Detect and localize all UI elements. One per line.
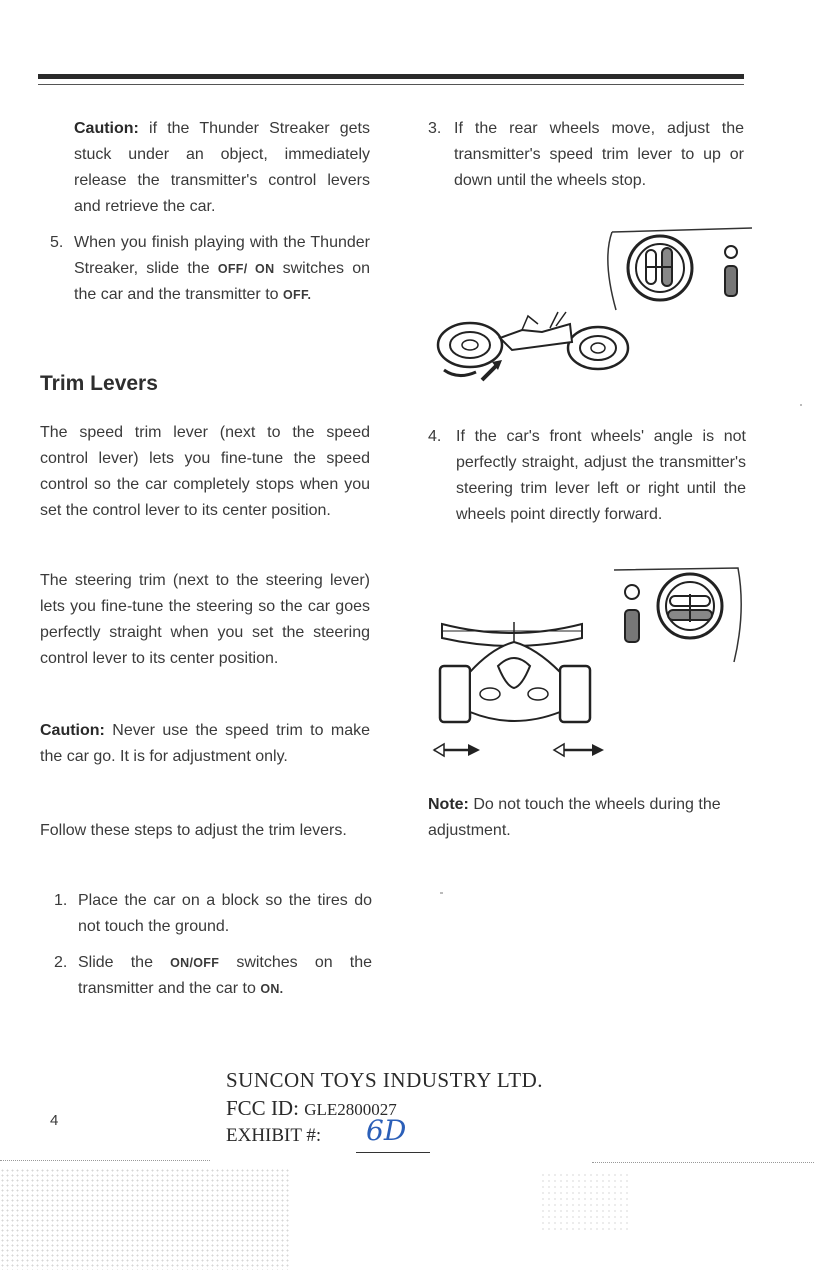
exhibit-label: EXHIBIT #:	[226, 1125, 322, 1146]
step-number: 1.	[54, 892, 68, 909]
step-number: 5.	[50, 234, 64, 251]
speed-trim-dial-icon	[628, 236, 692, 300]
car-side-view-icon	[438, 312, 628, 380]
step-3: 3. If the rear wheels move, adjust the transmitter's speed trim lever to up or down until the wheels stop.	[428, 116, 744, 194]
steering-trim-dial-icon	[658, 574, 722, 638]
scan-speck	[800, 404, 802, 406]
exhibit-handwritten-value: 6D	[366, 1114, 407, 1147]
caution-label: Caution:	[74, 120, 139, 137]
header-rule-thin	[38, 84, 744, 85]
switch-label: OFF/ ON	[217, 262, 275, 276]
trim-switch-icon	[725, 246, 737, 296]
caution-text: Never use the speed trim to make the car go. It is for adjustment only.	[40, 722, 370, 765]
steering-trim-paragraph: The steering trim (next to the steering lever) lets you fine-tune the steering so the car goes perfectly straight when you set the steering control lever to its center position.	[40, 572, 370, 667]
switch-label: ON.	[260, 982, 284, 996]
step-number: 4.	[428, 428, 442, 445]
note-label: Note:	[428, 796, 469, 813]
step-1: 1. Place the car on a block so the tires do not touch the ground.	[54, 888, 372, 940]
section-heading: Trim Levers	[40, 372, 158, 395]
scan-dotted-line	[0, 1160, 210, 1161]
steering-trim-illustration	[432, 562, 752, 772]
transmitter-outline	[608, 232, 616, 310]
car-front-view-icon	[434, 622, 604, 756]
fcc-value: GLE2800027	[304, 1100, 397, 1119]
trim-switch-icon	[625, 585, 639, 642]
scan-noise-left	[0, 1168, 290, 1270]
switch-label: ON/OFF	[170, 956, 220, 970]
steps-intro: Follow these steps to adjust the trim levers.	[40, 822, 347, 839]
caution-stuck	[74, 116, 370, 220]
page-number: 4	[50, 1112, 59, 1129]
speed-trim-paragraph: The speed trim lever (next to the speed control lever) lets you fine-tune the speed control so the car completely stops when you set the control lever to its center position.	[40, 424, 370, 519]
step-5: 5. When you finish playing with the Thunder Streaker, slide the OFF/ ON switches on the car and the transmitter to OFF.	[50, 230, 370, 308]
step-2: 2. Slide the ON/OFF switches on the transmitter and the car to ON.	[54, 950, 372, 1002]
caution-label: Caution:	[40, 722, 105, 739]
scan-noise-right	[540, 1172, 630, 1232]
header-rule-thick	[38, 74, 744, 79]
switch-label: OFF.	[283, 288, 312, 302]
fcc-label: FCC ID:	[226, 1096, 299, 1120]
speed-trim-illustration	[432, 220, 752, 390]
caution-text: if the Thunder Streaker gets stuck under an object, immediately release the transmitter's control levers and retrieve the car.	[74, 120, 370, 215]
note-text: Do not touch the wheels during the adjustment.	[428, 796, 721, 839]
step-4: 4. If the car's front wheels' angle is not perfectly straight, adjust the transmitter's steering trim lever left or right until the wheels point directly forward.	[428, 424, 746, 528]
caution-speed-trim	[40, 718, 370, 770]
exhibit-underline	[356, 1152, 430, 1153]
scan-dotted-line	[592, 1162, 814, 1163]
step-number: 2.	[54, 954, 68, 971]
exhibit	[226, 1122, 321, 1147]
transmitter-outline	[612, 228, 752, 232]
company-name: SUNCON TOYS INDUSTRY LTD.	[226, 1068, 544, 1092]
scan-speck	[440, 892, 443, 894]
note	[428, 792, 748, 844]
step-number: 3.	[428, 120, 442, 137]
